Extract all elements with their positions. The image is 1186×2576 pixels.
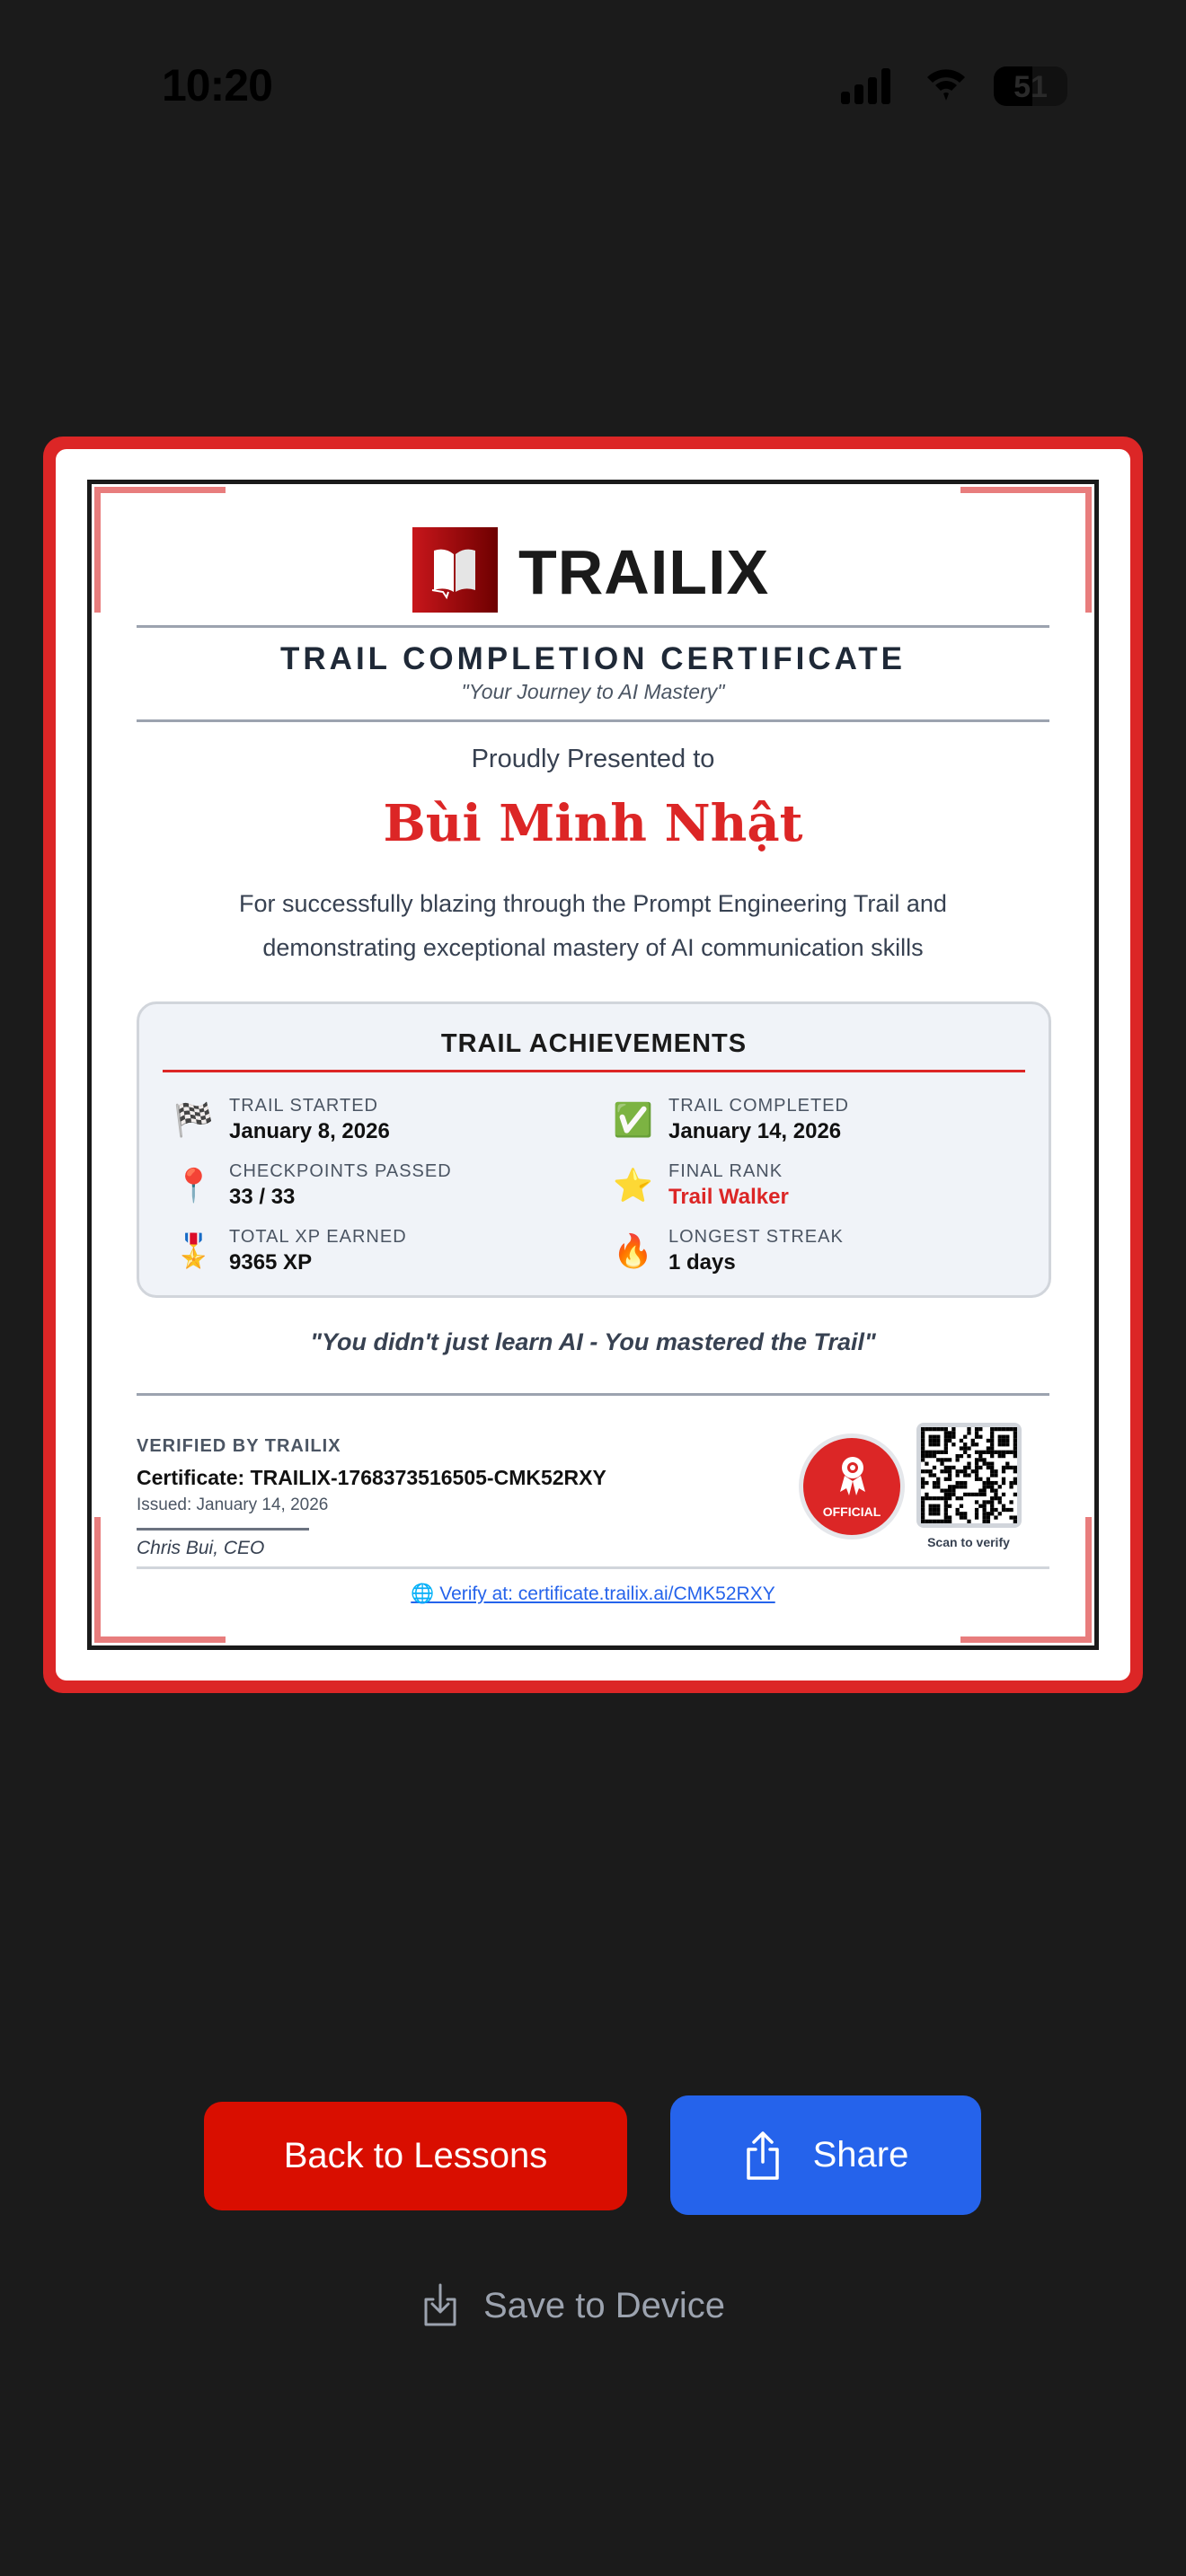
verify-link[interactable]: 🌐 Verify at: certificate.trailix.ai/CMK52RXY [411,1584,775,1604]
star-icon: ⭐ [613,1167,653,1204]
achievement-value: 33 / 33 [229,1185,296,1209]
achievements-heading: TRAIL ACHIEVEMENTS [440,1029,748,1058]
save-to-device-button[interactable] [422,2277,725,2334]
corner-accent [960,1636,1092,1643]
fire-icon: 🔥 [613,1232,653,1269]
achievement-value: January 8, 2026 [229,1119,390,1143]
divider [137,719,1049,722]
achievement-trail-started [173,1094,569,1148]
trailix-logo-icon [412,527,498,613]
achievements-divider [163,1070,1025,1072]
award-ribbon-icon [837,1454,868,1499]
qr-label: Scan to verify [927,1535,1010,1549]
achievement-label: TOTAL XP EARNED [229,1227,407,1247]
achievement-value: January 14, 2026 [668,1119,842,1143]
achievement-label: TRAIL COMPLETED [668,1096,849,1116]
corner-accent [94,487,101,613]
share-button-label: Share [812,2135,909,2175]
qr-code[interactable] [916,1423,1022,1528]
achievement-label: TRAIL STARTED [229,1096,378,1116]
medal-icon: 🎖️ [173,1232,214,1269]
check-mark-icon: ✅ [613,1101,653,1138]
achievement-value: 1 days [668,1250,736,1275]
corner-accent [1085,487,1092,613]
download-icon [422,2283,458,2328]
corner-accent [94,1636,226,1643]
description-line: For successfully blazing through the Prompt Engineering Trail and [239,890,947,917]
pushpin-icon: 📍 [173,1167,214,1204]
verification-block [137,1436,606,1559]
achievement-label: CHECKPOINTS PASSED [229,1161,452,1181]
description-line: demonstrating exceptional mastery of AI communication skills [262,934,924,961]
achievement-value: Trail Walker [668,1185,789,1209]
share-button[interactable] [670,2095,981,2215]
achievement-longest-streak [613,1225,1008,1279]
back-button-label: Back to Lessons [283,2136,548,2175]
share-icon [743,2130,783,2182]
presented-label: Proudly Presented to [471,745,715,773]
official-seal [799,1434,905,1539]
certificate-description [92,882,1094,970]
corner-accent [94,487,226,493]
certificate-title: TRAIL COMPLETION CERTIFICATE [280,641,906,676]
seal-label: OFFICIAL [822,1504,881,1519]
achievement-final-rank [613,1160,1008,1213]
wifi-icon [925,65,967,102]
certificate-card [43,437,1143,1693]
issued-date: Issued: January 14, 2026 [137,1495,329,1514]
certificate-frame [87,480,1099,1650]
checkered-flag-icon: 🏁 [173,1101,214,1138]
recipient-name: Bùi Minh Nhật [383,794,803,853]
verified-by: VERIFIED BY TRAILIX [137,1436,341,1456]
divider [137,1566,1049,1569]
divider [137,625,1049,628]
certificate-quote: "You didn't just learn AI - You mastered the Trail" [310,1328,876,1355]
corner-accent [960,487,1092,493]
achievement-value: 9365 XP [229,1250,313,1275]
battery-level: 51 [1013,70,1048,104]
achievement-trail-completed [613,1094,1008,1148]
brand-name: TRAILIX [518,537,770,607]
certificate-subtitle: "Your Journey to AI Mastery" [461,680,725,703]
save-button-label: Save to Device [483,2285,726,2325]
cellular-signal-icon [841,68,890,104]
achievements-panel [137,1001,1051,1298]
signature-line [137,1528,309,1531]
achievement-checkpoints [173,1160,569,1213]
achievement-label: LONGEST STREAK [668,1227,844,1247]
battery-icon [994,66,1067,106]
back-to-lessons-button[interactable] [204,2102,627,2210]
divider [137,1393,1049,1396]
corner-accent [1085,1517,1092,1643]
status-time: 10:20 [162,60,272,110]
achievement-label: FINAL RANK [668,1161,783,1181]
achievement-total-xp [173,1225,569,1279]
corner-accent [94,1517,101,1643]
signatory: Chris Bui, CEO [137,1538,265,1558]
certificate-id: Certificate: TRAILIX-1768373516505-CMK52RXY [137,1466,606,1489]
